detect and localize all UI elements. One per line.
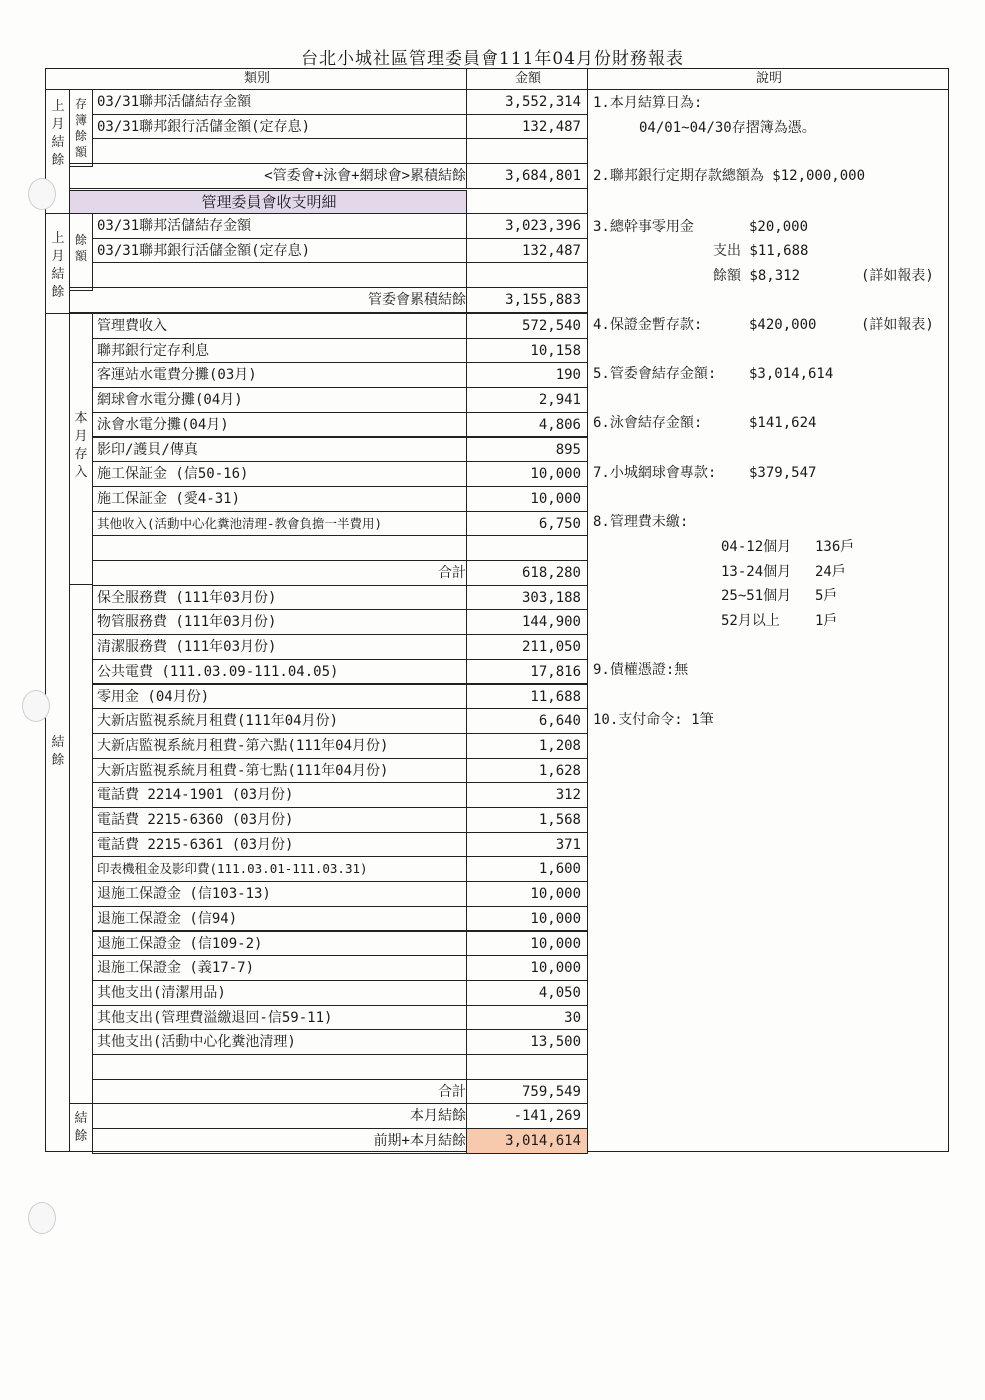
- row-label-cell: [92, 138, 467, 164]
- row-label-cell: [92, 708, 467, 734]
- row-amount: 17,816: [530, 663, 581, 680]
- row-label: 退施工保證金 (信109-2): [97, 935, 263, 952]
- row-amount-cell: [466, 387, 588, 413]
- row-amount-cell: [466, 758, 588, 784]
- row-amount-cell: [466, 114, 588, 140]
- row-label: 03/31聯邦活儲結存金額: [97, 94, 252, 110]
- row-label-cell: [92, 1128, 467, 1154]
- row-amount: 759,549: [521, 1083, 581, 1100]
- row-label: 大新店監視系統月租費-第七點(111年04月份): [97, 762, 389, 779]
- row-label-cell: [92, 758, 467, 784]
- row-amount: 3,552,314: [505, 94, 581, 110]
- row-amount-cell: [466, 684, 588, 710]
- row-amount: 1,628: [538, 762, 581, 779]
- row-label-cell: [92, 634, 467, 660]
- balance-sub-cell: [69, 1103, 93, 1152]
- row-amount: 30: [564, 1009, 581, 1026]
- row-label: 管理費收入: [97, 318, 167, 334]
- row-amount: 371: [555, 836, 581, 853]
- row-amount-cell: [466, 313, 588, 339]
- row-amount-cell: [466, 980, 588, 1006]
- punch-hole-3: [28, 1202, 56, 1234]
- row-amount-cell: [466, 262, 588, 288]
- committee-sub-label: 餘額: [74, 233, 87, 263]
- row-label: 其他支出(清潔用品): [97, 984, 226, 1001]
- row-label: 其他支出(活動中心化糞池清理): [97, 1034, 296, 1051]
- row-label-cell: [92, 437, 467, 463]
- row-label: 退施工保證金 (信103-13): [97, 886, 271, 903]
- row-label-cell: [69, 287, 467, 313]
- row-amount: 303,188: [521, 589, 581, 606]
- committee-sub-cell: [69, 213, 93, 291]
- row-label-cell: [92, 906, 467, 932]
- row-label: 管委會累積結餘: [368, 292, 466, 309]
- row-amount: 3,014,614: [505, 1133, 581, 1150]
- note-10: 10.支付命令: 1筆: [593, 712, 714, 728]
- header-category-cell: [45, 68, 467, 90]
- row-label: 客運站水電費分攤(03月): [97, 367, 257, 384]
- row-amount-cell: [466, 412, 588, 438]
- prev-group-label: 上月結餘: [51, 99, 65, 168]
- note-7-value: $379,547: [749, 465, 817, 481]
- row-label: 03/31聯邦銀行活儲金額(定存息): [97, 118, 311, 135]
- row-amount-cell: [466, 1103, 588, 1129]
- row-amount: 10,000: [530, 910, 581, 927]
- row-label: 合計: [438, 565, 466, 581]
- row-amount-cell: [466, 807, 588, 833]
- row-amount-cell: [466, 955, 588, 981]
- row-label-cell: [92, 89, 467, 115]
- row-amount: 4,050: [538, 984, 581, 1001]
- unpaid-count: 24戶: [815, 563, 846, 580]
- header-category: 類別: [243, 71, 270, 86]
- row-label-cell: [92, 362, 467, 388]
- row-label-cell: [92, 338, 467, 364]
- row-amount-cell: [466, 856, 588, 882]
- row-label: 電話費 2215-6361 (03月份): [97, 836, 294, 853]
- row-amount: 211,050: [521, 639, 581, 656]
- prev-sub-label: 存簿餘額: [74, 97, 87, 159]
- row-amount-cell: [466, 287, 588, 313]
- row-amount-cell: [466, 634, 588, 660]
- row-amount: 132,487: [521, 118, 581, 135]
- row-label-cell: [92, 1103, 467, 1129]
- note-1: 1.本月結算日為:: [593, 95, 703, 111]
- row-amount-cell: [466, 708, 588, 734]
- row-amount-cell: [466, 832, 588, 858]
- row-label: 影印/護貝/傳真: [97, 441, 198, 458]
- row-label-cell: [92, 262, 467, 288]
- row-label: 保全服務費 (111年03月份): [97, 589, 277, 606]
- row-amount: 3,023,396: [505, 218, 581, 234]
- row-amount: 4,806: [538, 416, 581, 433]
- row-amount-cell: [466, 213, 588, 239]
- row-amount-cell: [466, 511, 588, 537]
- row-amount: 144,900: [521, 614, 581, 631]
- monthly-group-label: 結餘: [51, 735, 65, 768]
- row-amount: 6,640: [538, 713, 581, 730]
- row-amount-cell: [466, 1005, 588, 1031]
- row-label: 物管服務費 (111年03月份): [97, 614, 277, 631]
- row-label-cell: [92, 955, 467, 981]
- row-amount: 312: [555, 787, 581, 804]
- prev-sub-cell: [69, 89, 93, 167]
- ledger-table: [45, 68, 949, 1152]
- row-amount: 10,000: [530, 886, 581, 903]
- row-amount: 10,000: [530, 960, 581, 977]
- row-amount-cell: [466, 535, 588, 561]
- row-amount-cell: [466, 659, 588, 685]
- unpaid-count: 136戶: [815, 539, 855, 555]
- note-3-value: $20,000: [749, 219, 809, 235]
- row-label-cell: [92, 733, 467, 759]
- unpaid-count: 1戶: [815, 613, 838, 630]
- note-4-detail: (詳如報表): [861, 317, 934, 333]
- row-label: 03/31聯邦活儲結存金額: [97, 218, 252, 234]
- row-amount-cell: [466, 89, 588, 115]
- row-amount-cell: [466, 362, 588, 388]
- row-label-cell: [92, 213, 467, 239]
- unpaid-period: 52月以上: [721, 613, 780, 630]
- header-amount-cell: [466, 68, 588, 90]
- unpaid-count: 5戶: [815, 588, 838, 605]
- row-label: 合計: [438, 1083, 466, 1100]
- row-amount-cell: [466, 338, 588, 364]
- note-3: 3.總幹事零用金: [593, 219, 694, 235]
- income-sub-label: 本月存入: [74, 411, 88, 480]
- row-label-cell: [92, 486, 467, 512]
- row-label-cell: [92, 1005, 467, 1031]
- committee-group-cell: [45, 213, 70, 314]
- row-amount: 1,208: [538, 737, 581, 754]
- row-amount-cell: [466, 931, 588, 957]
- note-2: 2.聯邦銀行定期存款總額為 $12,000,000: [593, 168, 866, 184]
- expense-sub-cell: [69, 584, 93, 1104]
- row-amount-cell: [466, 1128, 588, 1154]
- row-label-cell: [92, 387, 467, 413]
- row-label: 施工保証金 (信50-16): [97, 466, 249, 483]
- row-label-cell: [92, 1079, 467, 1105]
- income-sub-cell: [69, 313, 93, 585]
- row-label: 本月結餘: [410, 1108, 466, 1125]
- committee-band-label: 管理委員會收支明細: [201, 193, 337, 211]
- row-label: 其他收入(活動中心化糞池清理-教會負擔一半費用): [97, 515, 383, 531]
- report-title: 台北小城社區管理委員會111年04月份財務報表: [300, 49, 685, 69]
- note-3-detail: (詳如報表): [861, 268, 934, 284]
- row-label-cell: [92, 412, 467, 438]
- row-amount: 13,500: [530, 1034, 581, 1051]
- row-amount: 895: [555, 441, 581, 458]
- row-label-cell: [92, 560, 467, 586]
- row-label: 施工保証金 (愛4-31): [97, 490, 241, 507]
- row-amount: 3,684,801: [505, 168, 581, 185]
- row-label: 泳會水電分攤(04月): [97, 416, 229, 433]
- note-5-value: $3,014,614: [749, 366, 834, 382]
- row-amount-cell: [466, 437, 588, 463]
- header-amount: 金額: [514, 71, 541, 86]
- row-amount-cell: [466, 461, 588, 487]
- row-label-cell: [92, 782, 467, 808]
- row-label: 聯邦銀行定存利息: [97, 342, 209, 359]
- row-label: 電話費 2214-1901 (03月份): [97, 787, 294, 804]
- note-7: 7.小城網球會專款:: [593, 465, 717, 481]
- row-label-cell: [92, 1029, 467, 1055]
- row-amount: -141,269: [513, 1108, 581, 1125]
- note-8: 8.管理費未繳:: [593, 514, 689, 530]
- row-amount: 572,540: [521, 318, 581, 334]
- monthly-group-cell: [45, 313, 70, 1152]
- header-notes-cell: [587, 68, 949, 90]
- row-amount-cell: [466, 906, 588, 932]
- row-label: 網球會水電分攤(04月): [97, 392, 243, 409]
- row-label: 清潔服務費 (111年03月份): [97, 639, 277, 656]
- note-6: 6.泳會結存金額:: [593, 415, 703, 431]
- row-amount: 3,155,883: [505, 292, 581, 309]
- row-amount: 10,158: [530, 342, 581, 359]
- row-label: 電話費 2215-6360 (03月份): [97, 812, 294, 828]
- unpaid-period: 04-12個月: [721, 539, 792, 555]
- row-amount: 10,000: [530, 490, 581, 507]
- note-4: 4.保證金暫存款:: [593, 317, 703, 333]
- row-label: 退施工保證金 (信94): [97, 910, 238, 927]
- row-amount-cell: [466, 585, 588, 611]
- row-amount: 190: [555, 367, 581, 384]
- row-label-cell: [92, 585, 467, 611]
- note-4-value: $420,000: [749, 317, 817, 333]
- committee-group-label: 上月結餘: [51, 231, 65, 300]
- row-label-cell: [92, 881, 467, 907]
- row-label-cell: [92, 114, 467, 140]
- balance-sub-label: 結餘: [74, 1111, 88, 1144]
- punch-hole-2: [22, 690, 50, 722]
- row-amount-cell: [466, 560, 588, 586]
- note-5: 5.管委會結存金額:: [593, 366, 717, 382]
- row-amount-cell: [466, 238, 588, 264]
- committee-band: [69, 190, 467, 214]
- row-amount: 2,941: [538, 392, 581, 409]
- row-label: 零用金 (04月份): [97, 688, 210, 705]
- row-label: 印表機租金及影印費(111.03.01-111.03.31): [97, 861, 368, 877]
- note-3-balance: 餘額 $8,312: [713, 268, 801, 284]
- row-label: 大新店監視系統月租費(111年04月份): [97, 713, 339, 730]
- row-label-cell: [69, 163, 467, 189]
- row-label-cell: [92, 609, 467, 635]
- row-label: 其他支出(管理費溢繳退回-信59-11): [97, 1009, 333, 1026]
- row-label-cell: [92, 313, 467, 339]
- prev-group-cell: [45, 89, 70, 190]
- row-amount-cell: [466, 486, 588, 512]
- row-label-cell: [92, 238, 467, 264]
- note-6-value: $141,624: [749, 415, 817, 431]
- row-amount: 6,750: [538, 515, 581, 532]
- row-label: 公共電費 (111.03.09-111.04.05): [97, 663, 339, 680]
- row-amount: 1,600: [538, 861, 581, 878]
- note-3-expense: 支出 $11,688: [713, 243, 809, 259]
- row-amount-cell: [466, 1079, 588, 1105]
- unpaid-period: 25~51個月: [721, 588, 792, 605]
- row-amount: 10,000: [530, 935, 581, 952]
- row-amount-cell: [466, 881, 588, 907]
- row-amount-cell: [466, 1029, 588, 1055]
- row-amount-cell: [466, 733, 588, 759]
- row-label-cell: [92, 980, 467, 1006]
- row-label-cell: [92, 807, 467, 833]
- row-label-cell: [92, 1054, 467, 1080]
- row-amount: 618,280: [521, 565, 581, 581]
- row-label-cell: [92, 461, 467, 487]
- row-amount-cell: [466, 782, 588, 808]
- row-label-cell: [92, 856, 467, 882]
- row-label-cell: [92, 659, 467, 685]
- note-9: 9.債權憑證:無: [593, 662, 689, 678]
- row-amount-cell: [466, 609, 588, 635]
- note-1-detail: 04/01~04/30存摺簿為憑。: [639, 120, 816, 136]
- row-label-cell: [92, 684, 467, 710]
- row-amount: 10,000: [530, 466, 581, 483]
- row-label-cell: [92, 535, 467, 561]
- row-label-cell: [92, 832, 467, 858]
- row-amount: 132,487: [521, 242, 581, 259]
- row-label: 前期+本月結餘: [373, 1133, 466, 1150]
- punch-hole-1: [28, 178, 56, 210]
- header-notes: 說明: [755, 71, 782, 86]
- row-amount-cell: [466, 163, 588, 189]
- row-label: <管委會+泳會+網球會>累積結餘: [264, 168, 466, 185]
- row-amount-cell: [466, 1054, 588, 1080]
- row-amount: 11,688: [530, 688, 581, 705]
- row-label: 03/31聯邦銀行活儲金額(定存息): [97, 242, 311, 259]
- row-amount-cell: [466, 138, 588, 164]
- row-label-cell: [92, 931, 467, 957]
- row-amount: 1,568: [538, 812, 581, 828]
- row-label-cell: [92, 511, 467, 537]
- unpaid-period: 13-24個月: [721, 563, 792, 580]
- row-label: 大新店監視系統月租費-第六點(111年04月份): [97, 737, 389, 754]
- row-label: 退施工保證金 (義17-7): [97, 960, 255, 977]
